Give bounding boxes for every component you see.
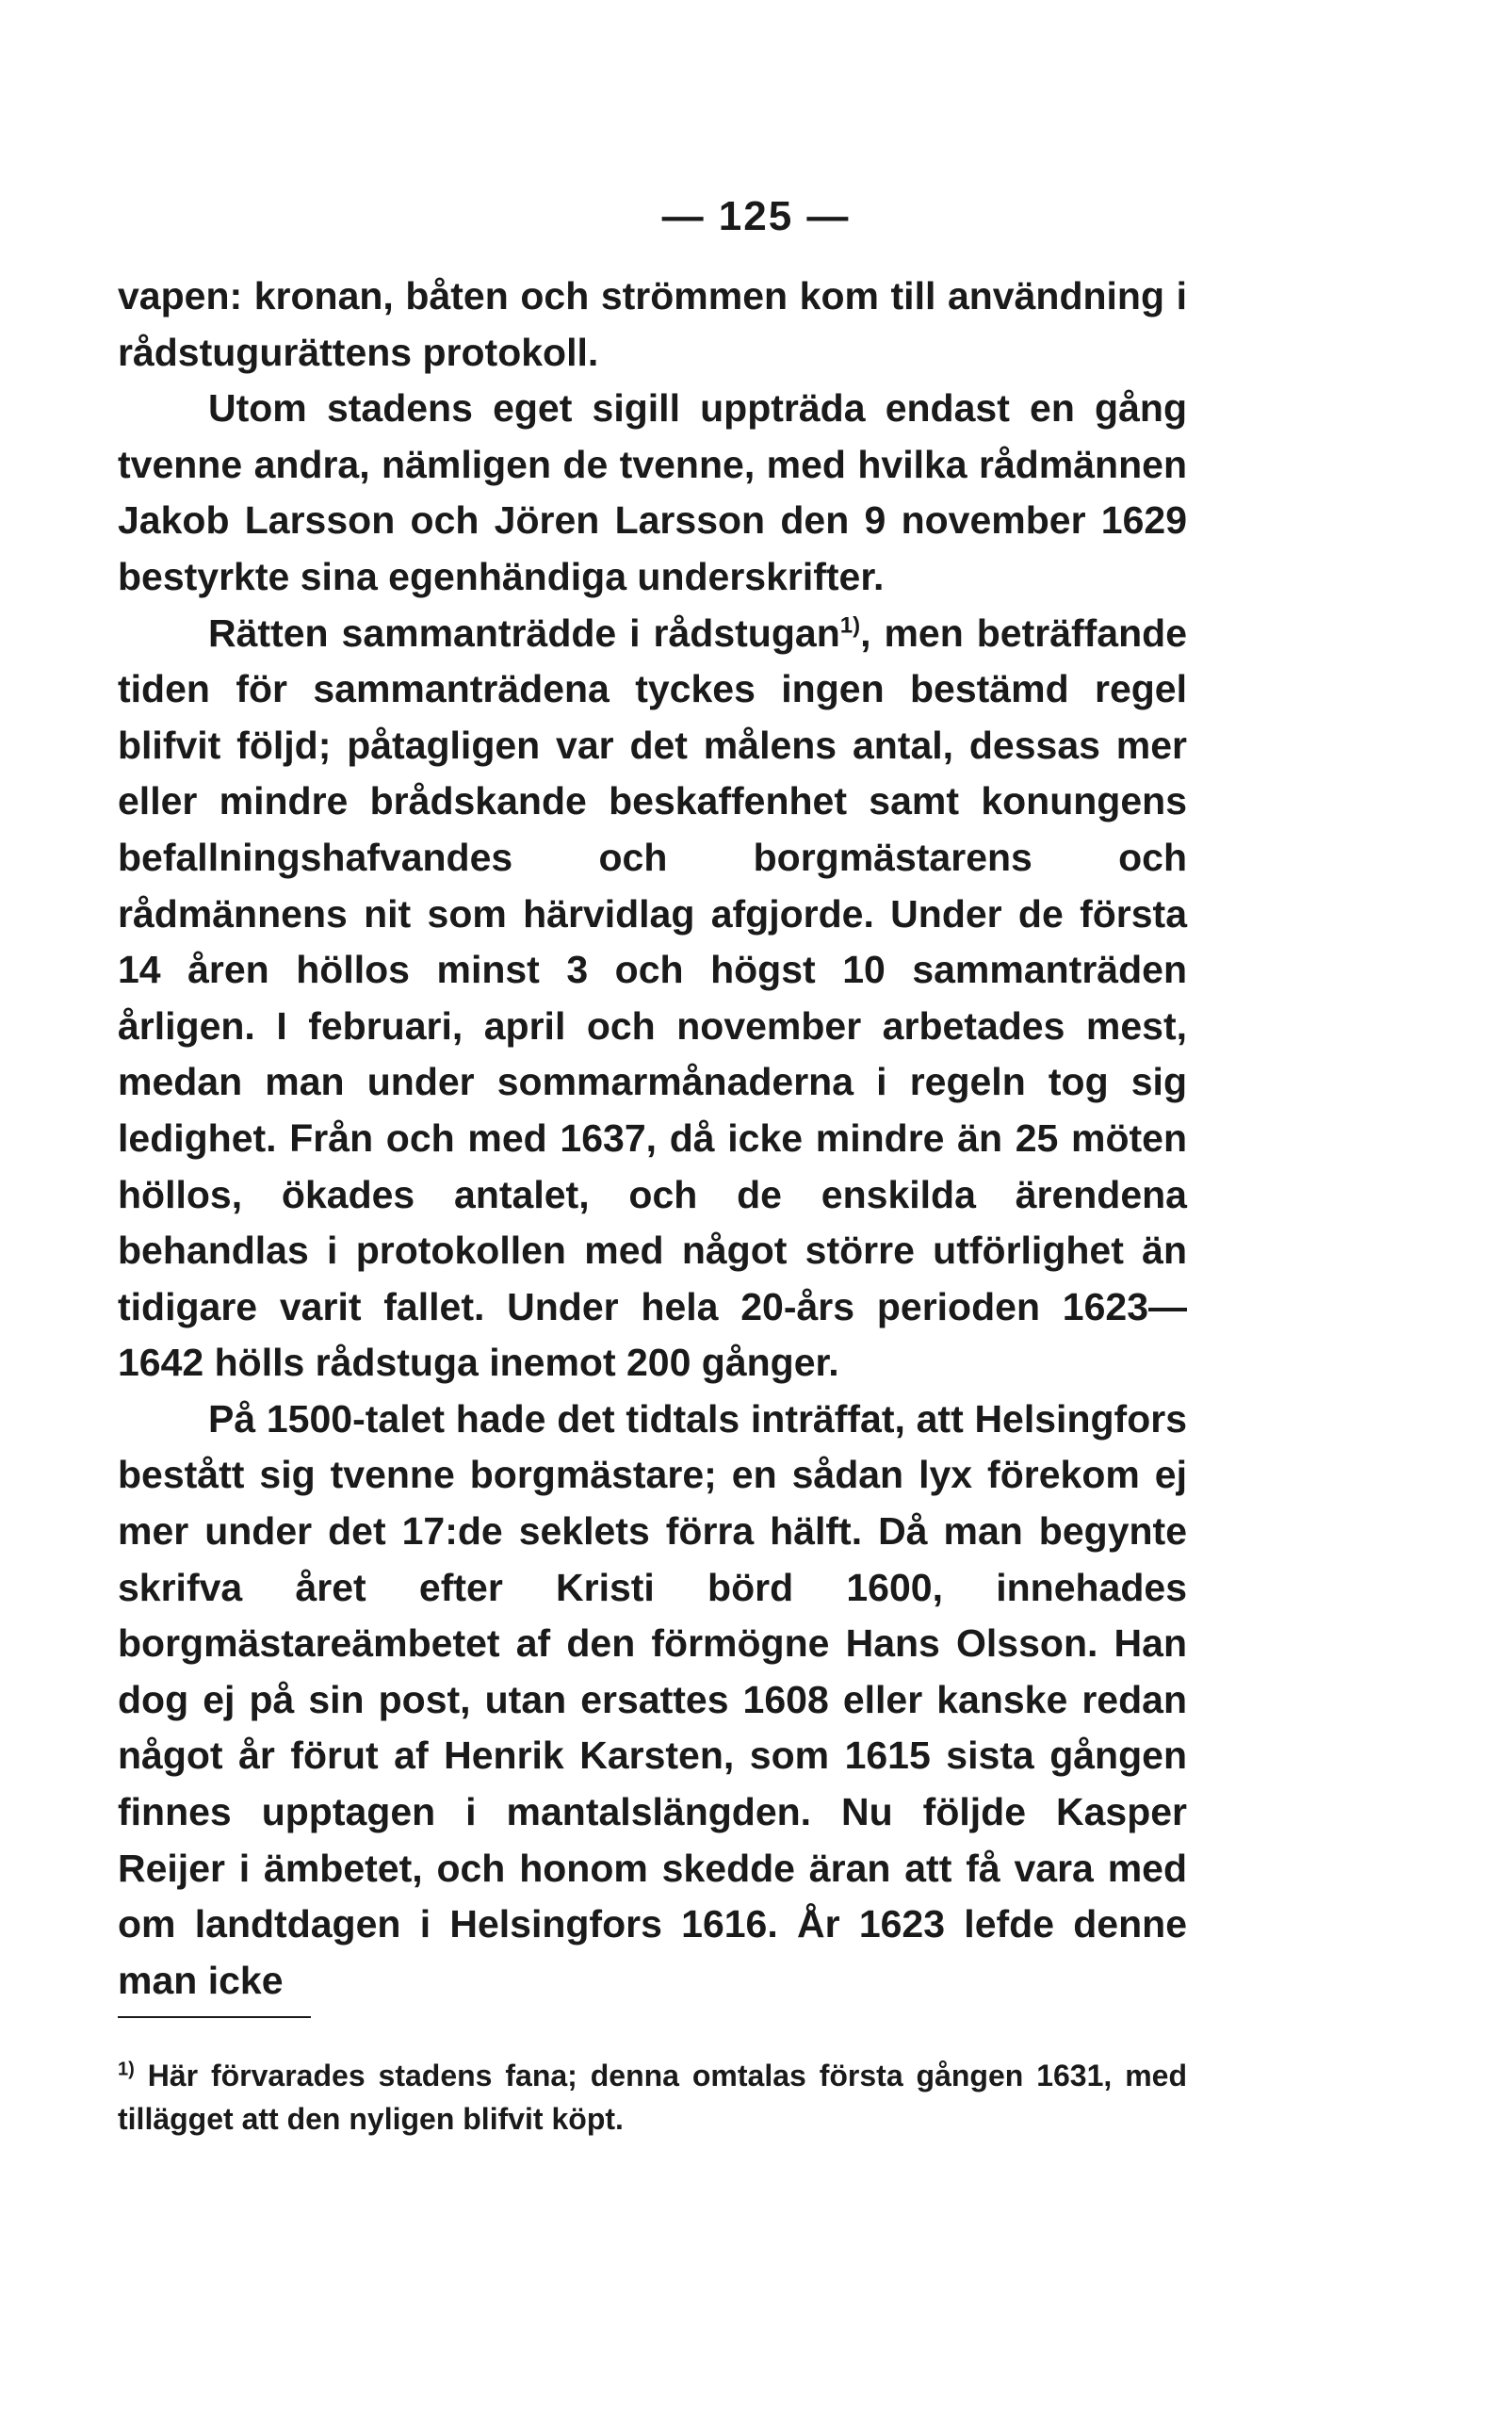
footnote-text: Här förvarades stadens fana; denna omtalas första gången 1631, med tillägget att den nyligen blifvit köpt.	[118, 2059, 1187, 2136]
footnote-marker: 1)	[118, 2059, 135, 2080]
paragraph-text: , men beträffande tiden för sammanträdena tyckes ingen bestämd regel blifvit följd; påtagligen var det målens antal, dessas mer eller mindre brådskande beskaffenhet samt konungens befallningshafvandes och borgmästarens och rådmännens nit som härvidlag afgjorde. Under de första 14 åren höllos minst 3 och högst 10 sammanträden årligen. I februari, april och november arbetades mest, medan man under sommarmånaderna i regeln tog sig ledighet. Från och med 1637, då icke mindre än 25 möten höllos, ökades antalet, och de enskilda ärendena behandlas i protokollen med något större utförlighet än tidigare varit fallet. Under hela 20-års perioden 1623—1642 hölls rådstuga inemot 200 gånger.	[118, 611, 1187, 1385]
paragraph-text: Rätten sammanträdde i rådstugan	[208, 611, 840, 655]
page-number: — 125 —	[661, 193, 851, 239]
paragraph: vapen: kronan, båten och strömmen kom till användning i rådstugurättens protokoll.	[118, 274, 1187, 374]
body-text	[118, 269, 1187, 2009]
paragraph	[118, 606, 1187, 1392]
footnote-divider	[118, 2016, 311, 2018]
paragraph: Utom stadens eget sigill uppträda endast en gång tvenne andra, nämligen de tvenne, med hvilka rådmännen Jakob Larsson och Jören Larsson den 9 november 1629 bestyrkte sina egenhändiga underskrifter.	[118, 386, 1187, 598]
footnote-reference[interactable]: 1)	[839, 611, 861, 638]
footnote	[118, 2054, 1187, 2141]
paragraph: På 1500-talet hade det tidtals inträffat, att Helsingfors bestått sig tvenne borgmästare; en sådan lyx förekom ej mer under det 17:de seklets förra hälft. Då man begynte skrifva året efter Kristi börd 1600, innehades borgmästareämbetet af den förmögne Hans Olsson. Han dog ej på sin post, utan ersattes 1608 eller kanske redan något år förut af Henrik Karsten, som 1615 sista gången finnes upptagen i mantalslängden. Nu följde Kasper Reijer i ämbetet, och honom skedde äran att få vara med om landtdagen i Helsingfors 1616. År 1623 lefde denne man icke	[118, 1396, 1187, 2002]
